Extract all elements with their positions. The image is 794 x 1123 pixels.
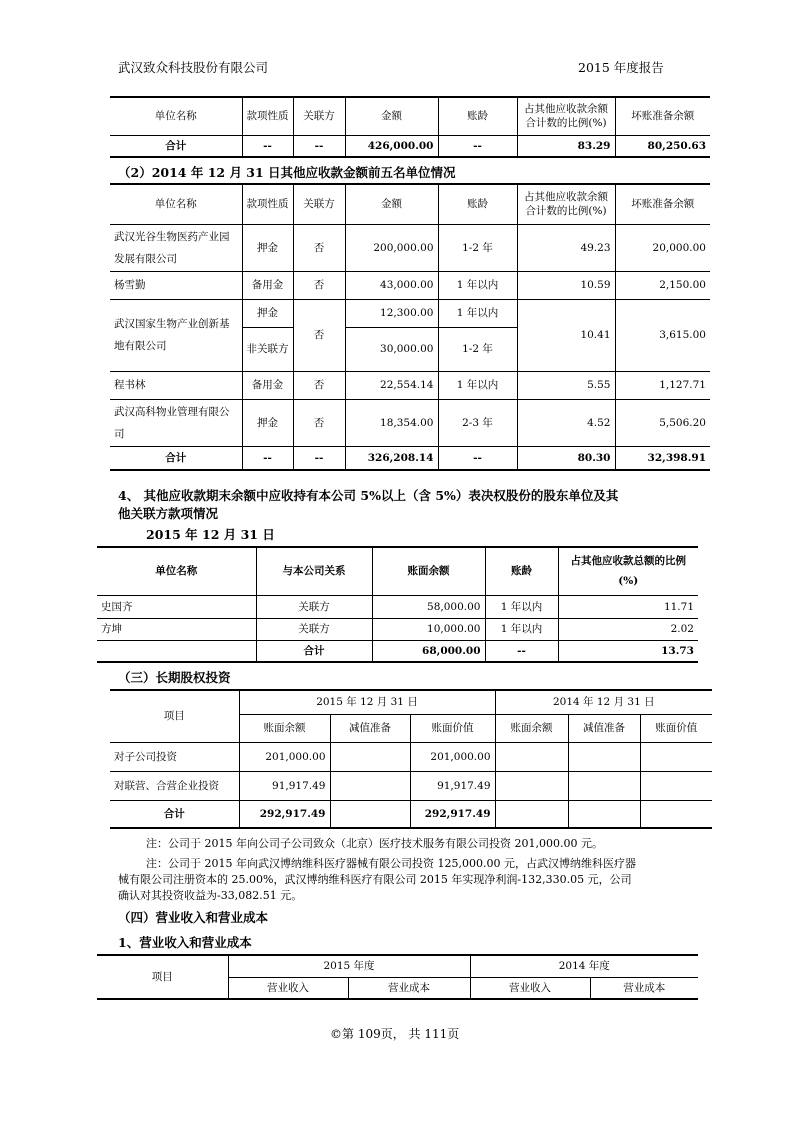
header-cell: 营业成本 xyxy=(348,977,470,999)
revenue-table xyxy=(97,954,698,1000)
cell xyxy=(640,742,712,771)
cell: 10,000.00 xyxy=(372,618,485,640)
cell xyxy=(97,640,256,662)
table-row xyxy=(97,595,698,618)
header-cell: 项目 xyxy=(97,955,228,999)
header-cell: 账龄 xyxy=(485,547,558,595)
table-row xyxy=(110,742,712,771)
cell: 326,208.14 xyxy=(345,446,438,470)
table-row xyxy=(110,399,710,446)
cell: 58,000.00 xyxy=(372,595,485,618)
cell xyxy=(495,771,568,800)
cell: 83.29 xyxy=(517,135,615,157)
cell xyxy=(330,771,410,800)
total-label: 合计 xyxy=(110,800,239,828)
total-row xyxy=(110,800,712,828)
cell: 杨雪勤 xyxy=(110,271,242,299)
note-2-line3: 确认对其投资收益为-33,082.51 元。 xyxy=(118,889,303,902)
header-cell: 2015 年 12 月 31 日 xyxy=(239,690,495,714)
cell: 91,917.49 xyxy=(239,771,330,800)
cell: 292,917.49 xyxy=(239,800,330,828)
report-title: 2015 年度报告 xyxy=(578,60,664,75)
cell xyxy=(495,800,568,828)
cell: 武汉光谷生物医药产业园发展有限公司 xyxy=(110,224,242,271)
header-cell: 营业成本 xyxy=(590,977,698,999)
cell: 程书林 xyxy=(110,371,242,399)
cell: 押金 xyxy=(242,399,293,446)
cell: 关联方 xyxy=(256,618,372,640)
header-cell: 占其他应收款余额合计数的比例(%) xyxy=(517,97,615,135)
cell: -- xyxy=(242,135,293,157)
header-cell: 营业收入 xyxy=(470,977,590,999)
cell: 对联营、合营企业投资 xyxy=(110,771,239,800)
cell: 方坤 xyxy=(97,618,256,640)
header-cell: 金额 xyxy=(345,97,438,135)
related-party-table xyxy=(97,546,698,663)
cell: 1 年以内 xyxy=(438,299,517,327)
header-cell: 项目 xyxy=(110,690,239,742)
cell: 备用金 xyxy=(242,371,293,399)
total-label: 合计 xyxy=(256,640,372,662)
header-cell: 2014 年 12 月 31 日 xyxy=(495,690,712,714)
cell: 49.23 xyxy=(517,224,615,271)
section-revenue-subtitle: 1、营业收入和营业成本 xyxy=(118,935,252,950)
cell xyxy=(640,800,712,828)
header-cell: 款项性质 xyxy=(242,97,293,135)
header-cell: 坏账准备余额 xyxy=(615,184,710,224)
header-cell: 坏账准备余额 xyxy=(615,97,710,135)
cell: 68,000.00 xyxy=(372,640,485,662)
header-cell: 金额 xyxy=(345,184,438,224)
table-row xyxy=(110,771,712,800)
header-cell: 账龄 xyxy=(438,97,517,135)
cell: 32,398.91 xyxy=(615,446,710,470)
section3-title: （三）长期股权投资 xyxy=(118,670,231,685)
table-row xyxy=(97,618,698,640)
header-cell: 款项性质 xyxy=(242,184,293,224)
cell: -- xyxy=(438,446,517,470)
cell: 否 xyxy=(293,299,345,371)
top5-table xyxy=(110,183,710,471)
cell: -- xyxy=(485,640,558,662)
header-cell: 账龄 xyxy=(438,184,517,224)
cell xyxy=(568,771,640,800)
cell: 201,000.00 xyxy=(410,742,495,771)
company-name: 武汉致众科技股份有限公司 xyxy=(118,60,269,75)
table-row xyxy=(110,271,710,299)
cell: -- xyxy=(293,135,345,157)
cell: 非关联方 xyxy=(242,327,293,371)
cell: 2.02 xyxy=(558,618,698,640)
cell: 1,127.71 xyxy=(615,371,710,399)
cell: 426,000.00 xyxy=(345,135,438,157)
cell: -- xyxy=(293,446,345,470)
cell: 2-3 年 xyxy=(438,399,517,446)
cell: 5.55 xyxy=(517,371,615,399)
cell: 201,000.00 xyxy=(239,742,330,771)
cell: 12,300.00 xyxy=(345,299,438,327)
cell: 11.71 xyxy=(558,595,698,618)
header-cell: 减值准备 xyxy=(568,714,640,742)
header-cell: 账面价值 xyxy=(410,714,495,742)
note-2-line1: 注：公司于 2015 年向武汉博纳维科医疗器械有限公司投资 125,000.00 元，占武汉博纳维科医疗器 xyxy=(146,857,636,870)
header-cell: 单位名称 xyxy=(110,97,242,135)
page-number: ©第 109页， 共 111页 xyxy=(330,1027,460,1041)
header-cell: 账面价值 xyxy=(640,714,712,742)
header-cell: 营业收入 xyxy=(228,977,348,999)
header-cell: 占其他应收款余额合计数的比例(%) xyxy=(517,184,615,224)
cell: -- xyxy=(242,446,293,470)
cell: 关联方 xyxy=(256,595,372,618)
cell xyxy=(330,742,410,771)
cell: 10.41 xyxy=(517,299,615,371)
cell: 20,000.00 xyxy=(615,224,710,271)
cell: 押金 xyxy=(242,224,293,271)
cell: 1-2 年 xyxy=(438,327,517,371)
cell: 30,000.00 xyxy=(345,327,438,371)
table-header-row xyxy=(110,690,712,714)
cell: 2,150.00 xyxy=(615,271,710,299)
header-cell: 2014 年度 xyxy=(470,955,698,977)
cell: 91,917.49 xyxy=(410,771,495,800)
table-row xyxy=(110,224,710,271)
top-table xyxy=(110,96,710,158)
total-row xyxy=(110,135,710,157)
cell: -- xyxy=(438,135,517,157)
total-label: 合计 xyxy=(110,135,242,157)
cell: 43,000.00 xyxy=(345,271,438,299)
cell: 对子公司投资 xyxy=(110,742,239,771)
total-row xyxy=(97,640,698,662)
table-header-row xyxy=(97,547,698,595)
header-cell: 单位名称 xyxy=(97,547,256,595)
section2-title: （2）2014 年 12 月 31 日其他应收款金额前五名单位情况 xyxy=(118,165,456,180)
cell: 80.30 xyxy=(517,446,615,470)
section4-title-line1: 4、 其他应收款期末余额中应收持有本公司 5%以上（含 5%）表决权股份的股东单位及其 xyxy=(118,488,619,503)
cell: 1 年以内 xyxy=(438,271,517,299)
cell: 1 年以内 xyxy=(438,371,517,399)
header-cell: 账面余额 xyxy=(495,714,568,742)
cell: 1-2 年 xyxy=(438,224,517,271)
table-header-row xyxy=(110,97,710,135)
total-row xyxy=(110,446,710,470)
header-cell: 单位名称 xyxy=(110,184,242,224)
header-cell: 与本公司关系 xyxy=(256,547,372,595)
cell xyxy=(495,742,568,771)
cell xyxy=(568,742,640,771)
table-row xyxy=(110,371,710,399)
cell: 292,917.49 xyxy=(410,800,495,828)
cell: 22,554.14 xyxy=(345,371,438,399)
header-cell: 账面余额 xyxy=(372,547,485,595)
cell: 备用金 xyxy=(242,271,293,299)
table-header-row xyxy=(97,955,698,977)
table-row xyxy=(110,299,710,327)
header-cell: 减值准备 xyxy=(330,714,410,742)
equity-investment-table xyxy=(110,689,712,829)
cell: 200,000.00 xyxy=(345,224,438,271)
section4-date: 2015 年 12 月 31 日 xyxy=(146,527,275,542)
cell: 13.73 xyxy=(558,640,698,662)
cell: 否 xyxy=(293,399,345,446)
header-cell: 占其他应收款总额的比例(%) xyxy=(558,547,698,595)
cell: 10.59 xyxy=(517,271,615,299)
cell: 1 年以内 xyxy=(485,618,558,640)
cell: 1 年以内 xyxy=(485,595,558,618)
cell: 武汉高科物业管理有限公司 xyxy=(110,399,242,446)
note-1: 注：公司于 2015 年向公司子公司致众（北京）医疗技术服务有限公司投资 201,000.00 元。 xyxy=(146,837,603,850)
cell: 4.52 xyxy=(517,399,615,446)
total-label: 合计 xyxy=(110,446,242,470)
header-cell: 账面余额 xyxy=(239,714,330,742)
header-cell: 关联方 xyxy=(293,184,345,224)
cell: 18,354.00 xyxy=(345,399,438,446)
cell: 80,250.63 xyxy=(615,135,710,157)
cell xyxy=(330,800,410,828)
cell: 史国齐 xyxy=(97,595,256,618)
cell: 否 xyxy=(293,371,345,399)
section4-title-line2: 他关联方款项情况 xyxy=(118,506,219,521)
cell xyxy=(640,771,712,800)
cell: 武汉国家生物产业创新基地有限公司 xyxy=(110,299,242,371)
cell xyxy=(568,800,640,828)
note-2-line2: 械有限公司注册资本的 25.00%，武汉博纳维科医疗有限公司 2015 年实现净利润-132,330.05 元，公司 xyxy=(118,873,632,886)
table-header-row xyxy=(110,184,710,224)
cell: 否 xyxy=(293,271,345,299)
cell: 5,506.20 xyxy=(615,399,710,446)
section-revenue-title: （四）营业收入和营业成本 xyxy=(118,910,269,925)
cell: 押金 xyxy=(242,299,293,327)
header-cell: 关联方 xyxy=(293,97,345,135)
cell: 3,615.00 xyxy=(615,299,710,371)
header-cell: 2015 年度 xyxy=(228,955,470,977)
cell: 否 xyxy=(293,224,345,271)
